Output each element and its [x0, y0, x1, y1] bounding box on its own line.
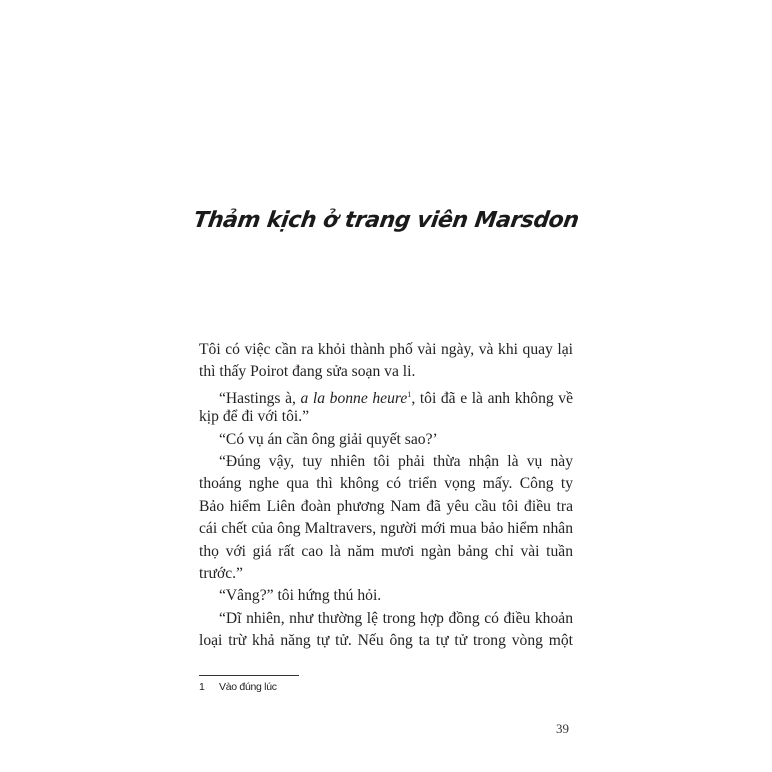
- footnote-text: Vào đúng lúc: [219, 681, 277, 693]
- page-number: 39: [556, 721, 569, 736]
- footnote: [199, 681, 277, 693]
- text-line: “Đúng vậy, tuy nhiên tôi phải thừa nhận là vụ này: [219, 452, 573, 470]
- body-text: [199, 339, 573, 652]
- chapter-title: Thảm kịch ở trang viên Marsdon: [191, 208, 581, 233]
- text-line: Tôi có việc cần ra khỏi thành phố vài ngày, và khi quay lại: [199, 341, 573, 358]
- footnote-divider: [199, 675, 299, 676]
- text-line: “Có vụ án cần ông giải quyết sao?’: [219, 430, 438, 448]
- text-fragment: “Hastings à,: [219, 389, 301, 407]
- text-line: thoáng nghe qua thì không có triển vọng mấy. Công ty: [199, 475, 573, 493]
- text-line: kịp để đi với tôi.”: [199, 408, 310, 426]
- text-line: “Vâng?” tôi hứng thú hỏi.: [219, 587, 382, 605]
- text-line: cái chết của ông Maltravers, người mới mua bảo hiểm nhân: [199, 520, 573, 538]
- text-line: loại trừ khả năng tự tử. Nếu ông ta tự tử trong vòng một: [199, 632, 573, 650]
- footnote-number: 1: [199, 681, 205, 693]
- text-line: trước.”: [199, 564, 243, 582]
- text-line: “Dĩ nhiên, như thường lệ trong hợp đồng có điều khoản: [219, 609, 573, 627]
- text-line: thì thấy Poirot đang sửa soạn va li.: [199, 363, 416, 381]
- text-fragment: , tôi đã e là anh không về: [411, 389, 574, 407]
- text-line: thọ với giá rất cao là năm mươi ngàn bảng chỉ vài tuần: [199, 542, 573, 560]
- text-line: [199, 384, 573, 406]
- italic-phrase: a la bonne heure: [300, 389, 408, 407]
- footnote-ref: 1: [407, 389, 412, 399]
- text-line: Bảo hiểm Liên đoàn phương Nam đã yêu cầu tôi điều tra: [199, 497, 573, 515]
